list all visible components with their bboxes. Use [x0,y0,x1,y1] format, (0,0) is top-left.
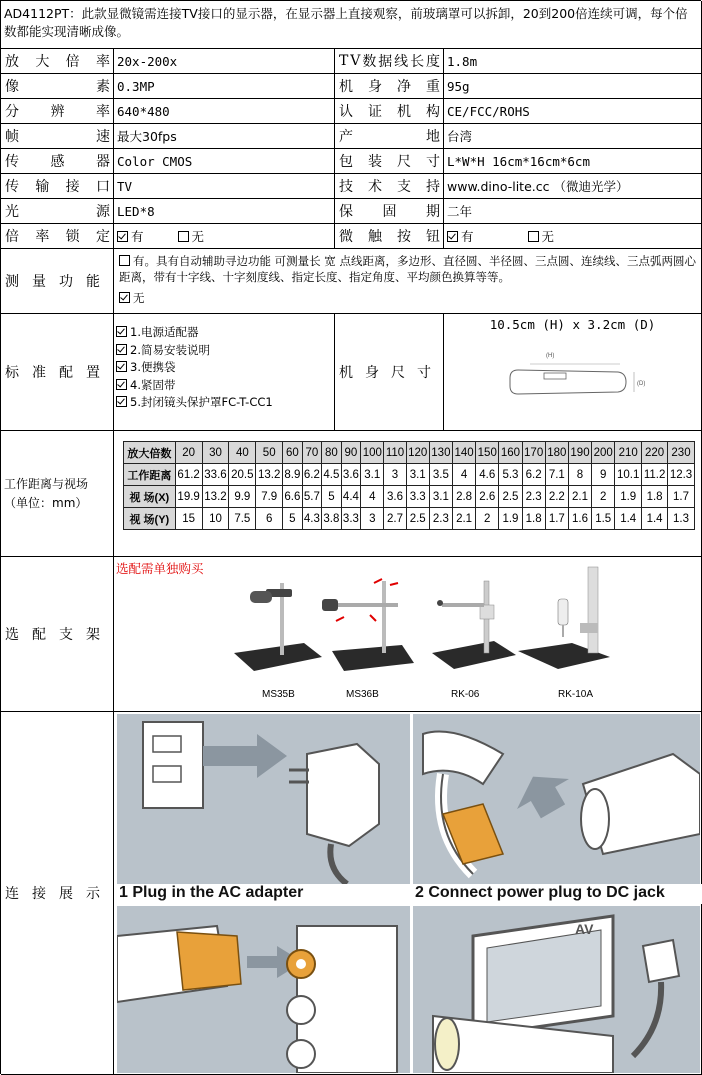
table-cell: 130 [429,442,452,464]
unchecked-box-icon [528,231,539,242]
table-cell: 2.5 [406,508,429,530]
measure-label: 测量功能 [1,249,114,314]
table-cell: 10 [202,508,229,530]
table-cell: 80 [322,442,342,464]
table-cell: 110 [384,442,406,464]
table-cell: 5 [322,486,342,508]
product-intro: AD4112PT：此款显微镜需连接TV接口的显示器，在显示器上直接观察，前玻璃罩可以拆卸，20到200倍连续可调，每个倍数都能实现清晰成像。 [1,1,702,49]
table-cell: 210 [615,442,642,464]
row-header: 工作距离 [124,464,176,486]
table-cell: 1.4 [615,508,642,530]
table-row [124,442,695,464]
spec-value: LED*8 [114,199,335,224]
svg-text:(D): (D) [637,381,646,387]
table-cell: 9 [592,464,615,486]
spec-label: 包 装 尺 寸 [335,149,444,174]
table-cell: 20 [175,442,202,464]
table-cell: 15 [175,508,202,530]
table-cell: 33.6 [202,464,229,486]
table-cell: 2 [476,508,499,530]
table-row [124,508,695,530]
accessory-list [114,314,335,431]
table-cell: 2.1 [568,486,591,508]
table-cell: 150 [476,442,499,464]
table-cell: 5.7 [302,486,322,508]
table-cell: 2.3 [429,508,452,530]
table-cell: 3 [361,508,384,530]
step2-caption: 2 Connect power plug to DC jack [413,884,702,904]
spec-label: 技 术 支 持 [335,174,444,199]
checked-box-icon [116,326,127,337]
table-cell: 3.1 [361,464,384,486]
spec-value: 1.8m [444,49,702,74]
table-row [124,486,695,508]
spec-value: 20x-200x [114,49,335,74]
table-cell: 70 [302,442,322,464]
table-cell: 180 [545,442,568,464]
table-cell: 6 [256,508,283,530]
table-cell: 6.6 [283,486,303,508]
row-header: 视 场(X) [124,486,176,508]
table-cell: 3.1 [406,464,429,486]
accessory-item: 2.简易安装说明 [116,342,334,360]
spec-value: www.dino-lite.cc （微迪光学） [444,174,702,199]
panel-ac-adapter [117,714,410,884]
checked-box-icon [117,231,128,242]
stand-label: 选配支架 [1,557,114,712]
unchecked-box-icon [178,231,189,242]
spec-label: 光 源 [1,199,114,224]
table-cell: 220 [642,442,668,464]
table-cell: 2.8 [452,486,475,508]
spec-label: 传 输 接 口 [1,174,114,199]
spec-value: 最大30fps [114,124,335,149]
table-cell: 140 [452,442,475,464]
table-cell: 2.7 [384,508,406,530]
table-cell: 1.7 [668,486,695,508]
table-cell: 90 [341,442,361,464]
touch-button-value: 有 无 [444,224,702,249]
table-cell: 1.9 [615,486,642,508]
table-cell: 5.3 [499,464,522,486]
panel-av-display [413,906,700,1073]
table-cell: 230 [668,442,695,464]
stand-cell [114,557,702,712]
table-cell: 3 [384,464,406,486]
table-cell: 2.1 [452,508,475,530]
table-cell: 200 [592,442,615,464]
table-cell: 7.9 [256,486,283,508]
spec-label: 传 感 器 [1,149,114,174]
table-cell: 3.5 [429,464,452,486]
checked-box-icon [116,361,127,372]
stand-ms35b-image [226,575,326,675]
table-cell: 4 [361,486,384,508]
step1-caption: 1 Plug in the AC adapter [117,884,412,904]
table-cell: 1.3 [668,508,695,530]
microscope-drawing-icon [500,348,650,408]
stand-rk10a-image [514,563,614,675]
table-cell: 3.6 [341,464,361,486]
spec-label: 像 素 [1,74,114,99]
body-size-value: 10.5cm (H) x 3.2cm (D) [489,317,656,332]
checked-box-icon [119,292,130,303]
checked-box-icon [116,344,127,355]
table-cell: 4.5 [322,464,342,486]
table-cell: 1.4 [642,508,668,530]
accessory-item: 4.紧固带 [116,377,334,395]
spec-label: 机 身 净 重 [335,74,444,99]
stand-note: 选配需单独购买 [116,561,204,576]
table-cell: 30 [202,442,229,464]
table-cell: 20.5 [229,464,256,486]
display-icon [413,906,700,1073]
table-cell: 6.2 [522,464,545,486]
table-cell: 1.9 [499,508,522,530]
table-cell: 8 [568,464,591,486]
spec-label: 产 地 [335,124,444,149]
table-cell: 13.2 [256,464,283,486]
spec-value: CE/FCC/ROHS [444,99,702,124]
row-header: 视 场(Y) [124,508,176,530]
table-cell: 5 [283,508,303,530]
table-cell: 4.4 [341,486,361,508]
spec-value: 640*480 [114,99,335,124]
unchecked-box-icon [119,255,130,266]
table-cell: 3.6 [384,486,406,508]
panel-dc-jack [413,714,700,884]
table-cell: 61.2 [175,464,202,486]
table-cell: 2 [592,486,615,508]
accessory-item: 3.便携袋 [116,359,334,377]
table-cell: 7.5 [229,508,256,530]
dc-jack-icon [413,714,700,884]
standard-label: 标准配置 [1,314,114,431]
spec-label: 放 大 倍 率 [1,49,114,74]
row-header: 放大倍数 [124,442,176,464]
table-cell: 1.6 [568,508,591,530]
panel-av-plug [117,906,410,1073]
av-label: AV [575,921,594,937]
checked-box-icon [116,396,127,407]
stand-name: MS35B [262,689,295,700]
table-cell: 3.8 [322,508,342,530]
distance-label: 工作距离与视场 （单位：mm） [1,431,114,557]
table-cell: 3.3 [406,486,429,508]
table-cell: 40 [229,442,256,464]
table-cell: 160 [499,442,522,464]
av-plug-icon [117,906,410,1073]
table-cell: 9.9 [229,486,256,508]
table-cell: 1.8 [642,486,668,508]
table-cell: 6.2 [302,464,322,486]
table-cell: 2.6 [476,486,499,508]
spec-value: 0.3MP [114,74,335,99]
spec-label: 认 证 机 构 [335,99,444,124]
table-cell: 2.5 [499,486,522,508]
table-cell: 4.3 [302,508,322,530]
lock-value: 有 无 [114,224,335,249]
spec-value: 95g [444,74,702,99]
stand-name: MS36B [346,689,379,700]
table-cell: 10.1 [615,464,642,486]
svg-text:(H): (H) [546,353,555,359]
table-cell: 1.7 [545,508,568,530]
table-row [124,464,695,486]
table-cell: 60 [283,442,303,464]
touch-button-label: 微 触 按 钮 [335,224,444,249]
table-cell: 11.2 [642,464,668,486]
ac-adapter-icon [117,714,410,884]
body-size-label: 机身尺寸 [335,314,444,431]
accessory-item: 1.电源适配器 [116,324,334,342]
table-cell: 1.8 [522,508,545,530]
spec-label: 帧 速 [1,124,114,149]
spec-value: Color CMOS [114,149,335,174]
table-cell: 2.3 [522,486,545,508]
measure-value: 有。具有自动辅助寻边功能 可测量长 宽 点线距离，多边形、直径圆、半径圆、三点圆、连续线、三点弧两圆心距离，带有十字线、十字刻度线、指定长度、指定角度、平均颜色换算等等。 无 [114,249,702,314]
table-cell: 170 [522,442,545,464]
spec-label: T V 数 据 线 长 度 [335,49,444,74]
spec-value: 二年 [444,199,702,224]
table-cell: 3.1 [429,486,452,508]
spec-value: 台湾 [444,124,702,149]
checked-box-icon [116,379,127,390]
magnification-table [123,441,695,530]
table-cell: 190 [568,442,591,464]
connect-label: 连接展示 [1,712,114,1075]
stand-rk06-image [424,575,524,675]
spec-value: TV [114,174,335,199]
stand-name: RK-06 [451,689,480,700]
stand-name: RK-10A [558,689,594,700]
table-cell: 4 [452,464,475,486]
table-cell: 3.3 [341,508,361,530]
spec-label: 分 辨 率 [1,99,114,124]
stand-ms36b-image [314,575,424,675]
table-cell: 1.5 [592,508,615,530]
spec-label: 保 固 期 [335,199,444,224]
body-size-cell [444,314,702,431]
table-cell: 50 [256,442,283,464]
table-cell: 13.2 [202,486,229,508]
table-cell: 4.6 [476,464,499,486]
table-cell: 2.2 [545,486,568,508]
accessory-item: 5.封闭镜头保护罩FC-T-CC1 [116,394,334,412]
checked-box-icon [447,231,458,242]
table-cell: 7.1 [545,464,568,486]
table-cell: 19.9 [175,486,202,508]
table-cell: 100 [361,442,384,464]
table-cell: 8.9 [283,464,303,486]
table-cell: 12.3 [668,464,695,486]
lock-label: 倍 率 锁 定 [1,224,114,249]
table-cell: 120 [406,442,429,464]
spec-value: L*W*H 16cm*16cm*6cm [444,149,702,174]
